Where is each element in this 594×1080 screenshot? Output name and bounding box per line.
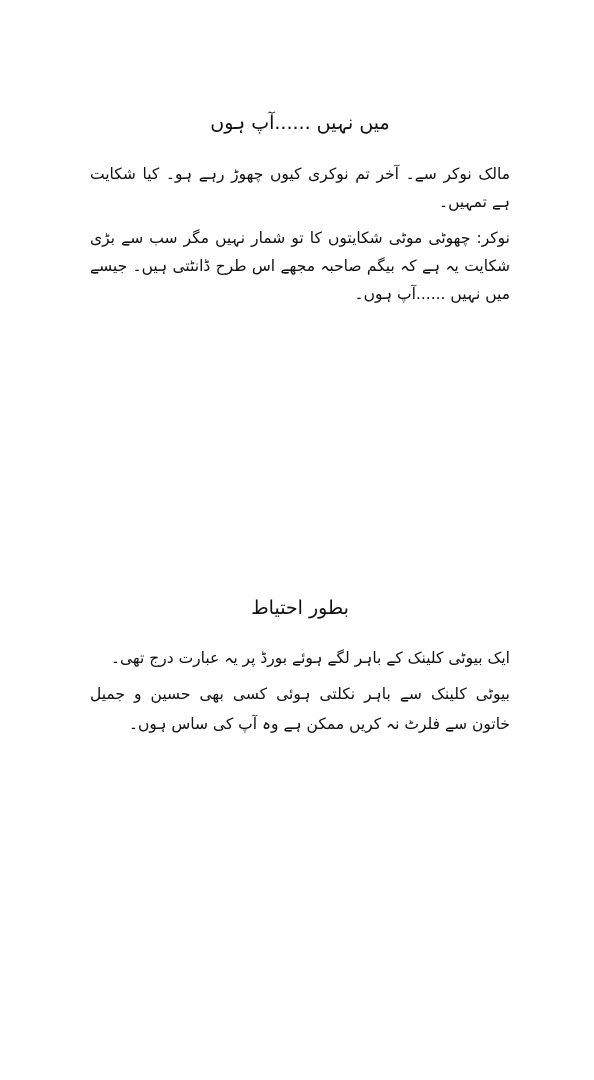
story-1-paragraph-2: نوکر: چھوٹی موٹی شکایتوں کا تو شمار نہیں مگر سب سے بڑی شکایت یہ ہے کہ بیگم صاحبہ مجھے اس طرح ڈانٹتی ہیں۔ جیسے میں نہیں ......آپ ہوں۔ <box>90 229 510 303</box>
story-2-paragraph-2: بیوٹی کلینک سے باہر نکلتی ہوئی کسی بھی حسین و جمیل خاتون سے فلرٹ نہ کریں ممکن ہے وہ آپ کی ساس ہوں۔ <box>90 685 510 733</box>
story-1-paragraph-1: مالک نوکر سے۔ آخر تم نوکری کیوں چھوڑ رہے ہو۔ کیا شکایت ہے تمہیں۔ <box>90 165 510 211</box>
joke-story-2 <box>90 593 510 745</box>
joke-story-1 <box>90 108 510 316</box>
story-2-title: بطور احتیاط <box>251 597 349 619</box>
story-1-title: میں نہیں ......آپ ہوں <box>210 112 390 134</box>
story-2-paragraph-1: ایک بیوٹی کلینک کے باہر لگے ہوئے بورڈ پر یہ عبارت درج تھی۔ <box>110 649 510 667</box>
